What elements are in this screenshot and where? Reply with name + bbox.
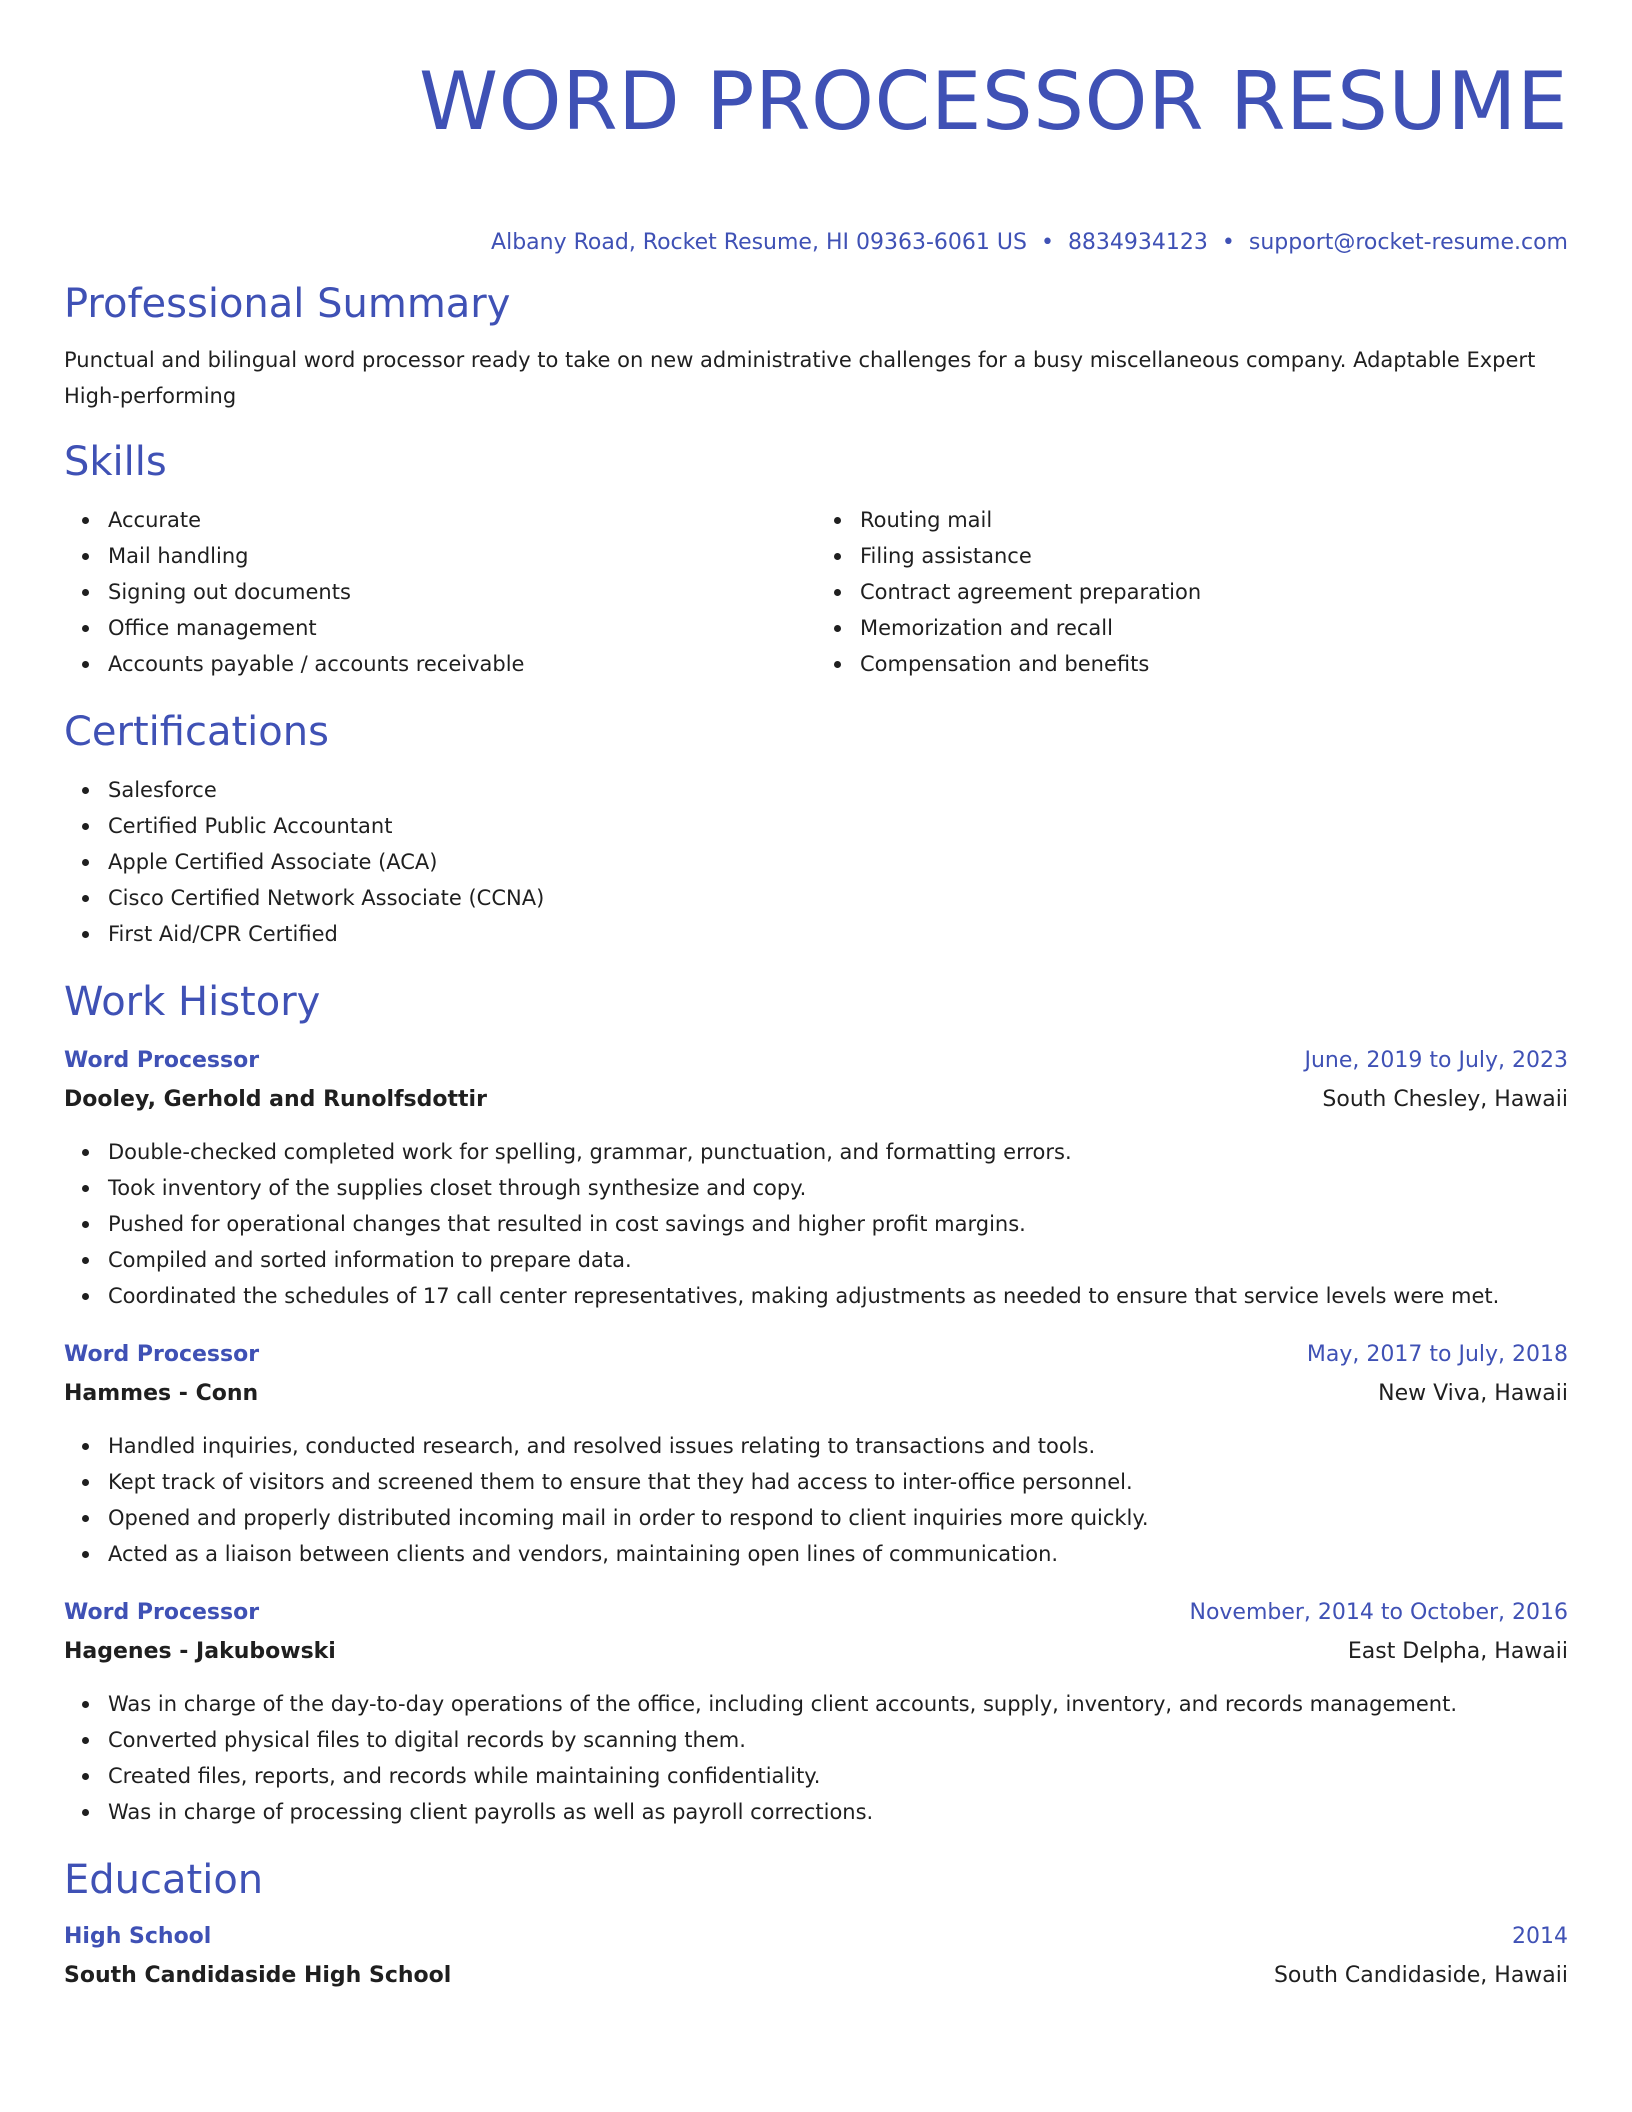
contact-line bbox=[64, 228, 1568, 258]
job-employer-row bbox=[64, 1374, 1568, 1414]
education-school: South Candidaside High School bbox=[64, 1963, 452, 1988]
job-employer-row bbox=[64, 1632, 1568, 1672]
job-employer: Dooley, Gerhold and Runolfsdottir bbox=[64, 1087, 487, 1112]
contact-separator: • bbox=[1221, 230, 1235, 255]
job-bullet: Converted physical files to digital records by scanning them. bbox=[108, 1722, 1568, 1758]
skill-item: Office management bbox=[108, 610, 816, 646]
certification-item: Apple Certified Associate (ACA) bbox=[108, 844, 1568, 880]
job-employer: Hagenes - Jakubowski bbox=[64, 1639, 336, 1664]
job-entry bbox=[64, 1594, 1568, 1830]
certification-item: Salesforce bbox=[108, 772, 1568, 808]
certifications-list bbox=[64, 772, 1568, 952]
education-school-row bbox=[64, 1956, 1568, 1996]
job-header-row bbox=[64, 1594, 1568, 1632]
job-bullets bbox=[64, 1134, 1568, 1314]
job-bullet: Was in charge of the day-to-day operations of the office, including client accounts, supply, inventory, and records management. bbox=[108, 1686, 1568, 1722]
contact-address: Albany Road, Rocket Resume, HI 09363-6061 US bbox=[491, 230, 1027, 255]
skill-item: Mail handling bbox=[108, 538, 816, 574]
skills-list-left bbox=[64, 502, 816, 682]
job-employer-row bbox=[64, 1080, 1568, 1120]
certification-item: Cisco Certified Network Associate (CCNA) bbox=[108, 880, 1568, 916]
certification-item: First Aid/CPR Certified bbox=[108, 916, 1568, 952]
education-entry bbox=[64, 1918, 1568, 1996]
job-bullet: Handled inquiries, conducted research, and resolved issues relating to transactions and tools. bbox=[108, 1428, 1568, 1464]
skill-item: Signing out documents bbox=[108, 574, 816, 610]
job-bullet: Double-checked completed work for spelling, grammar, punctuation, and formatting errors. bbox=[108, 1134, 1568, 1170]
job-bullet: Acted as a liaison between clients and vendors, maintaining open lines of communication. bbox=[108, 1536, 1568, 1572]
contact-email[interactable]: support@rocket-resume.com bbox=[1248, 230, 1568, 255]
job-title: Word Processor bbox=[64, 1600, 260, 1625]
job-bullet: Pushed for operational changes that resulted in cost savings and higher profit margins. bbox=[108, 1206, 1568, 1242]
education-year: 2014 bbox=[1512, 1924, 1568, 1949]
job-bullets bbox=[64, 1686, 1568, 1830]
job-bullet: Opened and properly distributed incoming mail in order to respond to client inquiries more quickly. bbox=[108, 1500, 1568, 1536]
skills-heading: Skills bbox=[64, 439, 167, 485]
work-history-heading: Work History bbox=[64, 979, 321, 1025]
education-header-row bbox=[64, 1918, 1568, 1956]
job-title: Word Processor bbox=[64, 1342, 260, 1367]
skill-item: Contract agreement preparation bbox=[860, 574, 1568, 610]
resume-name: WORD PROCESSOR RESUME bbox=[419, 55, 1568, 148]
skill-item: Filing assistance bbox=[860, 538, 1568, 574]
education-degree: High School bbox=[64, 1924, 212, 1949]
skill-item: Compensation and benefits bbox=[860, 646, 1568, 682]
certifications-heading: Certifications bbox=[64, 709, 329, 755]
job-location: East Delpha, Hawaii bbox=[1347, 1639, 1568, 1664]
job-dates: June, 2019 to July, 2023 bbox=[1304, 1048, 1568, 1073]
summary-text: Punctual and bilingual word processor ready to take on new administrative challenges for a busy miscellaneous company. Adaptable Expert High-performing bbox=[64, 348, 1536, 408]
contact-phone: 8834934123 bbox=[1067, 230, 1208, 255]
job-title: Word Processor bbox=[64, 1048, 260, 1073]
job-bullets bbox=[64, 1428, 1568, 1572]
contact-separator: • bbox=[1040, 230, 1054, 255]
certification-item: Certified Public Accountant bbox=[108, 808, 1568, 844]
job-location: South Chesley, Hawaii bbox=[1322, 1087, 1568, 1112]
job-entry bbox=[64, 1336, 1568, 1572]
job-header-row bbox=[64, 1042, 1568, 1080]
job-header-row bbox=[64, 1336, 1568, 1374]
job-bullet: Took inventory of the supplies closet through synthesize and copy. bbox=[108, 1170, 1568, 1206]
job-employer: Hammes - Conn bbox=[64, 1381, 259, 1406]
job-bullet: Was in charge of processing client payrolls as well as payroll corrections. bbox=[108, 1794, 1568, 1830]
job-location: New Viva, Hawaii bbox=[1378, 1381, 1568, 1406]
job-bullet: Compiled and sorted information to prepare data. bbox=[108, 1242, 1568, 1278]
skill-item: Routing mail bbox=[860, 502, 1568, 538]
summary-heading: Professional Summary bbox=[64, 281, 511, 327]
job-bullet: Coordinated the schedules of 17 call center representatives, making adjustments as needed to ensure that service levels were met. bbox=[108, 1278, 1568, 1314]
skill-item: Accounts payable / accounts receivable bbox=[108, 646, 816, 682]
job-entry bbox=[64, 1042, 1568, 1314]
education-heading: Education bbox=[64, 1857, 264, 1903]
skills-list-right bbox=[816, 502, 1568, 682]
job-dates: May, 2017 to July, 2018 bbox=[1306, 1342, 1568, 1367]
skill-item: Memorization and recall bbox=[860, 610, 1568, 646]
job-dates: November, 2014 to October, 2016 bbox=[1189, 1600, 1568, 1625]
education-location: South Candidaside, Hawaii bbox=[1273, 1963, 1568, 1988]
skills-columns bbox=[64, 502, 1568, 682]
job-bullet: Created files, reports, and records while maintaining confidentiality. bbox=[108, 1758, 1568, 1794]
job-bullet: Kept track of visitors and screened them to ensure that they had access to inter-office personnel. bbox=[108, 1464, 1568, 1500]
skill-item: Accurate bbox=[108, 502, 816, 538]
